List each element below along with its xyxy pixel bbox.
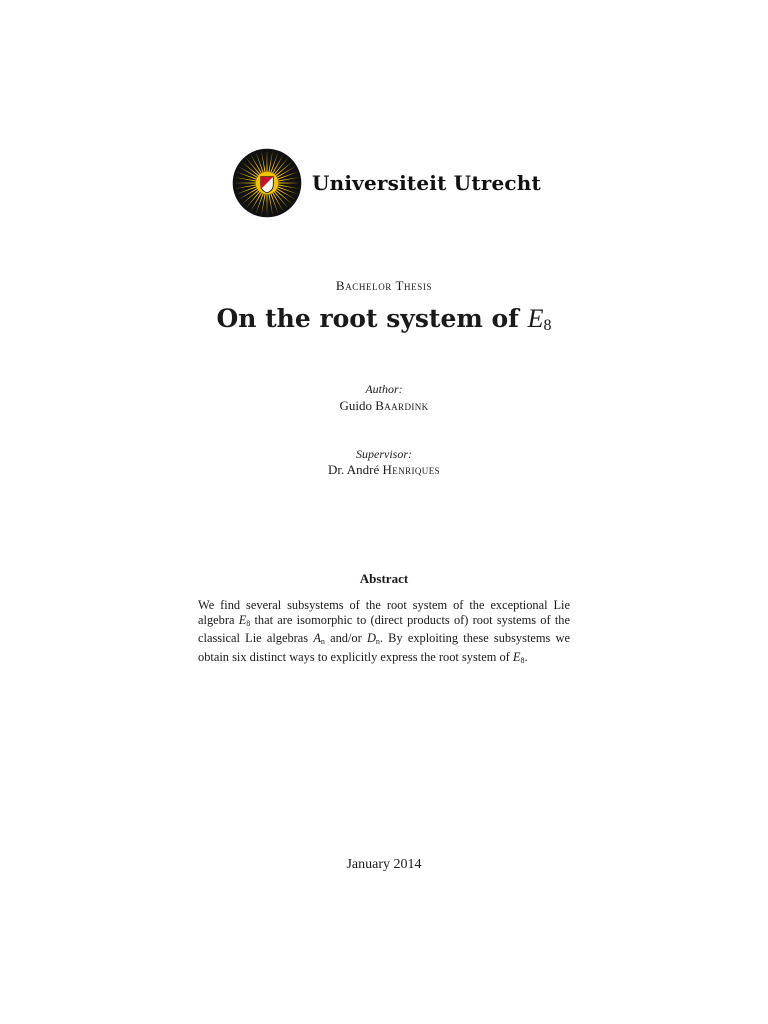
university-name: Universiteit Utrecht (312, 171, 541, 195)
abstract-text: that are isomorphic to (direct products of) root systems of the classical Lie algebras (198, 612, 570, 646)
math-subscript: 8 (246, 618, 251, 628)
math-symbol: D (366, 631, 376, 646)
title-subscript: 8 (543, 317, 552, 334)
university-logo (232, 148, 541, 218)
abstract-text: . (524, 649, 528, 664)
math-subscript: 8 (520, 655, 525, 665)
abstract-text: and/or (324, 631, 367, 646)
supervisor-last-name: Henriques (382, 462, 441, 477)
author-last-name: Baardink (375, 398, 429, 413)
title-symbol: E (527, 304, 544, 333)
supervisor-first-name: Dr. André (327, 462, 380, 477)
math-symbol: E (238, 612, 247, 627)
sun-seal-icon (232, 148, 302, 218)
author-first-name: Guido (339, 398, 372, 413)
thesis-title (0, 304, 768, 335)
title-text: On the root system of (216, 304, 519, 333)
math-symbol: E (512, 649, 521, 664)
math-subscript: n (320, 637, 325, 647)
author-label: Author: (365, 382, 403, 396)
date: January 2014 (346, 857, 422, 872)
abstract-body (198, 598, 570, 668)
abstract-text: We find several subsystems of the root system of the exceptional Lie algebra (198, 598, 570, 627)
math-subscript: n (375, 637, 380, 647)
author-name (0, 398, 768, 414)
math-symbol: A (313, 631, 321, 646)
supervisor-name (0, 462, 768, 478)
abstract-text: . By exploiting these subsystems we obtain six distinct ways to explicitly express the root system of (198, 631, 570, 664)
thesis-kind: Bachelor Thesis (335, 278, 433, 293)
supervisor-label: Supervisor: (356, 447, 412, 461)
abstract-heading: Abstract (359, 571, 409, 586)
